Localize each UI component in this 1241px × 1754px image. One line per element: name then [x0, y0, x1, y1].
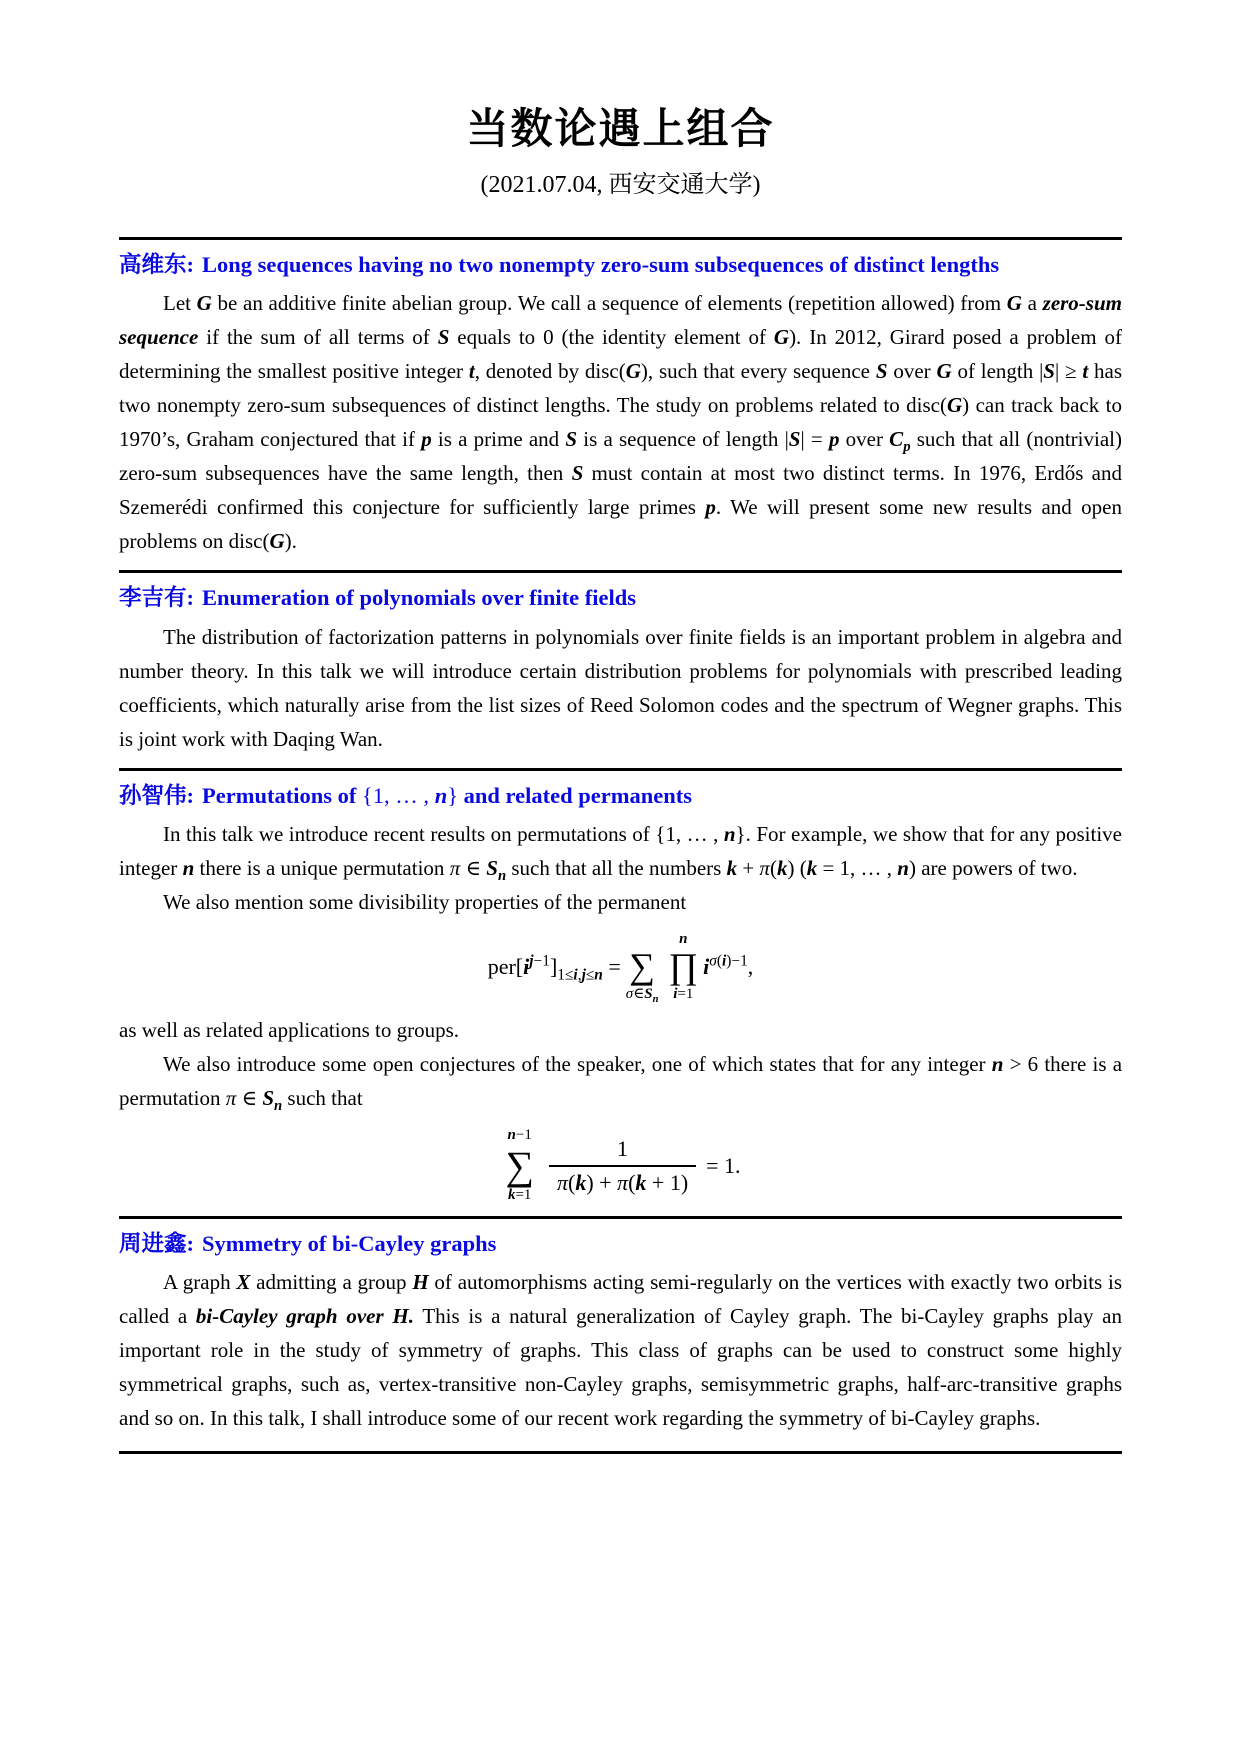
talk-section-gao [119, 250, 1122, 558]
abstract-paragraph: The distribution of factorization patterns in polynomials over finite fields is an important problem in algebra and number theory. In this talk we will introduce certain distribution problems for polynomials with prescribed leading coefficients, which naturally arise from the list sizes of Reed Solomon codes and the spectrum of Wegner graphs. This is joint work with Daqing Wan. [119, 624, 1122, 751]
talk-title: Permutations of {1, … , n} and related permanents [202, 782, 692, 808]
formula-rhs: $i^{\sigma(i)-1}$, [703, 952, 754, 980]
fraction-denominator: π(k) + π(k + 1) [549, 1165, 696, 1196]
speaker-name: 孙智伟 [119, 782, 187, 809]
section-divider [119, 570, 1122, 573]
speaker-name: 高维东 [119, 252, 187, 278]
section-divider [119, 1216, 1122, 1219]
colon-separator: : [186, 782, 195, 808]
section-heading [119, 1229, 1122, 1259]
fraction [549, 1136, 696, 1196]
product-symbol: ∏ [668, 946, 699, 987]
formula-rhs: = 1. [706, 1152, 741, 1178]
talk-title: Enumeration of polynomials over finite fields [202, 585, 636, 611]
talk-section-sun [119, 781, 1122, 1204]
talk-title: Symmetry of bi-Cayley graphs [202, 1230, 497, 1256]
section-divider [119, 768, 1122, 771]
product-upper-limit: n [679, 931, 688, 948]
sum-operator [505, 1127, 534, 1204]
permanent-formula [119, 931, 1122, 1006]
colon-separator: : [186, 252, 195, 277]
sum-symbol: ∑ [505, 1142, 534, 1188]
section-divider [119, 237, 1122, 240]
abstract-paragraph: Let G be an additive finite abelian group. We call a sequence of elements (repetition allowed) from G a zero-sum sequence if the sum of all terms of S equals to 0 (the identity element of G). In 2012, Girard posed a problem of determining the smallest positive integer t, denoted by disc(G), such that every sequence S over G of length |S| ≥ t has two nonempty zero-sum subsequences of distinct lengths. The study on problems related to disc(G) can track back to 1970’s, Graham conjectured that if p is a prime and S is a sequence of length |S| = p over $C_p$ such that all (nontrivial) zero-sum subsequences have the same length, then S must contain at most two distinct terms. In 1976, Erdős and Szemerédi confirmed this conjecture for sufficiently large primes p. We will present some new results and open problems on disc(G). [119, 291, 1123, 554]
product-lower-limit: i=1 [673, 986, 694, 1003]
sum-lower-limit: $\sigma\in S_n$ [625, 986, 659, 1006]
page-subtitle: (2021.07.04, 西安交通大学) [480, 172, 761, 198]
colon-separator: : [186, 1230, 195, 1256]
section-heading [119, 781, 1122, 811]
sum-upper-limit: n−1 [507, 1127, 532, 1144]
sum-symbol: ∑ [629, 946, 655, 987]
page-title: 当数论遇上组合 [466, 107, 775, 153]
colon-separator: : [186, 585, 195, 611]
abstract-paragraph: as well as related applications to groups. [119, 1018, 459, 1043]
speaker-name: 李吉有 [119, 585, 187, 612]
reciprocal-sum-formula [119, 1127, 1122, 1204]
abstract-paragraph: In this talk we introduce recent results on permutations of {1, … , n}. For example, we show that for any positive integer n there is a unique permutation π ∈ $S_n$ such that all the numbers k + π(k) (k = 1, … , n) are powers of two. [119, 822, 1122, 885]
product-operator [668, 931, 698, 1003]
section-heading [119, 250, 1122, 280]
talk-section-li [119, 583, 1122, 755]
abstract-paragraph: We also mention some divisibility properties of the permanent [163, 890, 687, 915]
talk-title: Long sequences having no two nonempty zero-sum subsequences of distinct lengths [202, 252, 1000, 277]
formula-lhs: $per[i^{j-1}]_{1\le i,j\le n}$ = [487, 952, 621, 984]
section-heading [119, 583, 1122, 613]
fraction-numerator: 1 [617, 1135, 629, 1161]
sum-lower-limit: k=1 [507, 1186, 532, 1203]
talk-section-zhou [119, 1229, 1122, 1435]
abstract-paragraph: A graph X admitting a group H of automorphisms acting semi-regularly on the vertices with exactly two orbits is called a bi-Cayley graph over H. This is a natural generalization of Cayley graph. The bi-Cayley graphs play an important role in the study of symmetry of graphs. This class of graphs can be used to construct some highly symmetrical graphs, such as, vertex-transitive non-Cayley graphs, semisymmetric graphs, half-arc-transitive graphs and so on. In this talk, I shall introduce some of our recent work regarding the symmetry of bi-Cayley graphs. [119, 1270, 1122, 1431]
abstract-paragraph: We also introduce some open conjectures of the speaker, one of which states that for any integer n > 6 there is a permutation π ∈ $S_n$ such that [119, 1052, 1123, 1115]
sum-operator [625, 931, 659, 1006]
section-divider [119, 1451, 1122, 1454]
speaker-name: 周进鑫 [119, 1230, 187, 1257]
